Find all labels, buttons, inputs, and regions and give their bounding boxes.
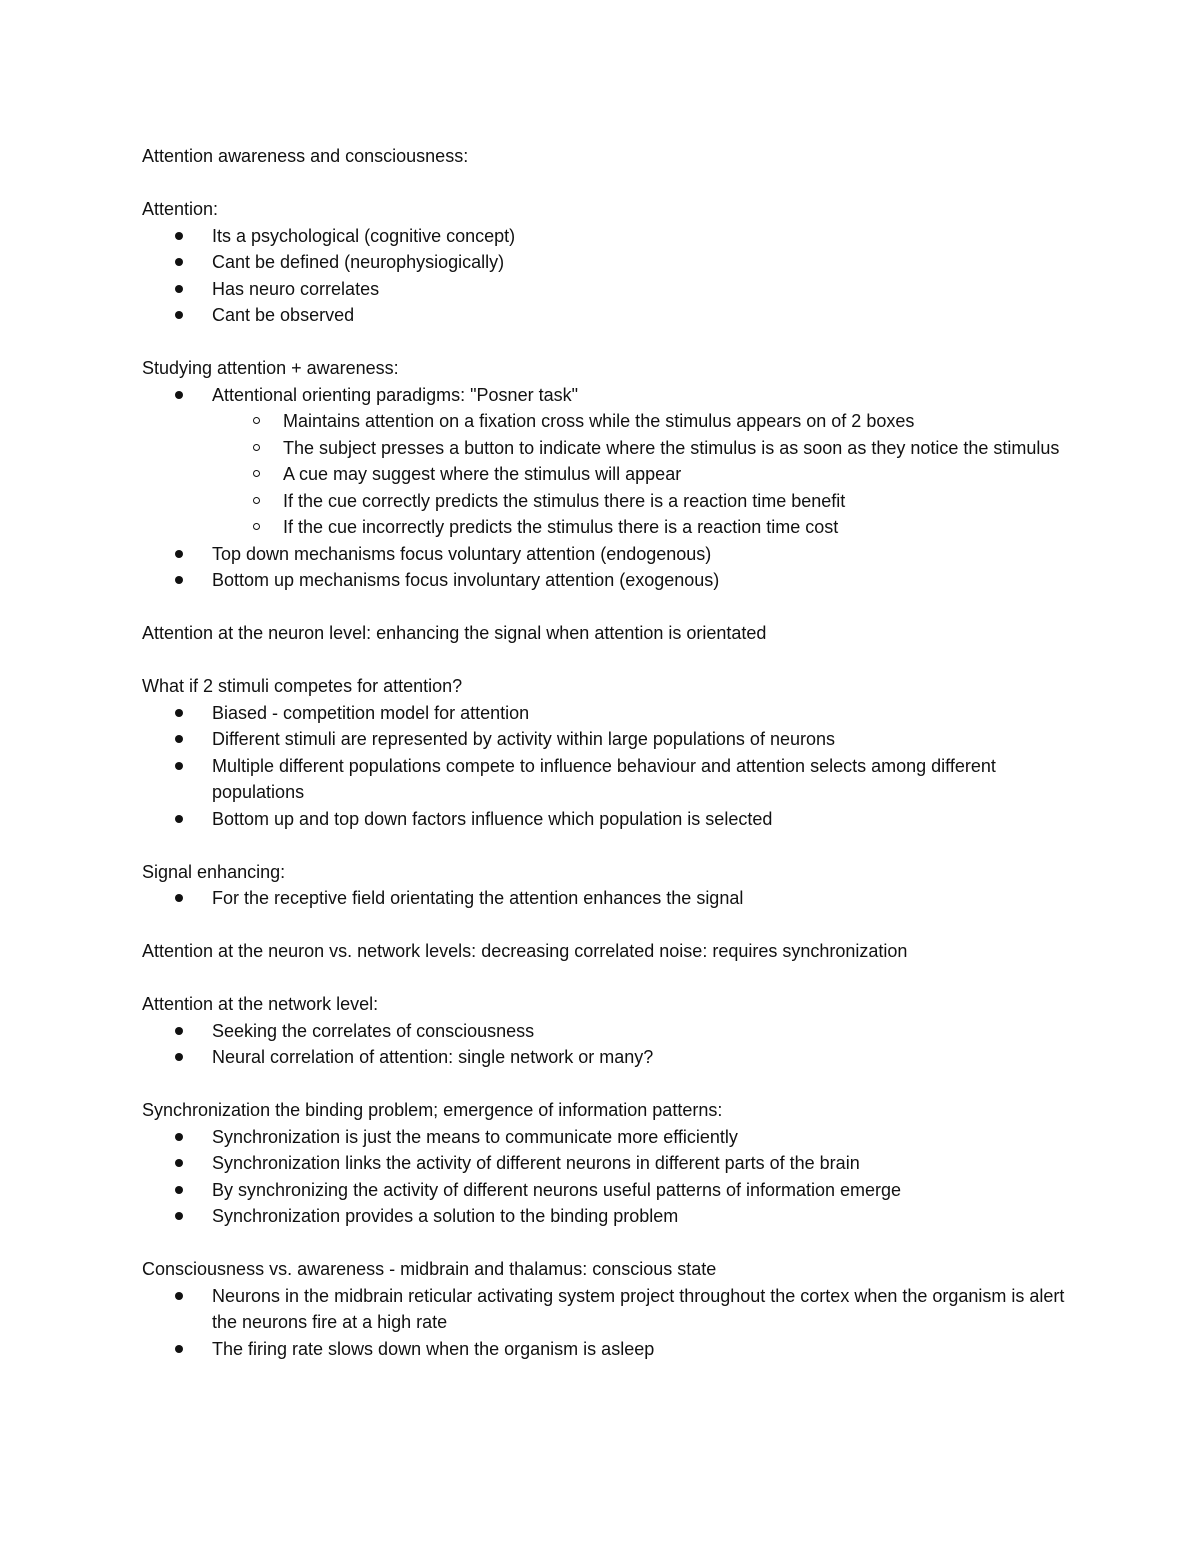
sub-list-item-text: The subject presses a button to indicate where the stimulus is as soon as they notice the stimulus <box>283 437 1060 458</box>
list-item-text: Its a psychological (cognitive concept) <box>212 225 516 246</box>
list-item <box>142 1018 1082 1045</box>
list-item-text: Has neuro correlates <box>212 278 380 299</box>
hollow-bullet-icon <box>253 444 260 451</box>
list-item-text: Cant be defined (neurophysiogically) <box>212 252 505 272</box>
bullet-icon <box>175 258 183 266</box>
sub-list-item-text: A cue may suggest where the stimulus will appear <box>283 464 682 484</box>
bullet-list <box>142 700 1082 833</box>
list-item-text: Biased - competition model for attention <box>212 702 530 723</box>
section <box>142 196 1082 329</box>
sub-bullet-list <box>212 408 1082 541</box>
list-item-text: Bottom up and top down factors influence which population is selected <box>212 808 773 829</box>
paragraph-spacer <box>142 170 1082 197</box>
paragraph-spacer <box>142 647 1082 674</box>
bullet-icon <box>175 1053 183 1061</box>
section <box>142 991 1082 1071</box>
list-item-text: Synchronization links the activity of different neurons in different parts of the brain <box>212 1153 860 1173</box>
bullet-icon <box>175 735 183 743</box>
section-heading: Studying attention + awareness: <box>142 358 399 378</box>
list-item <box>142 249 1082 276</box>
bullet-icon <box>175 285 183 293</box>
list-item <box>142 276 1082 303</box>
bullet-icon <box>175 709 183 717</box>
list-item <box>142 567 1082 594</box>
list-item <box>142 1150 1082 1177</box>
bullet-icon <box>175 1212 183 1220</box>
list-item <box>142 700 1082 727</box>
list-item <box>142 1044 1082 1071</box>
bullet-icon <box>175 1292 183 1300</box>
list-item <box>142 753 1082 806</box>
sub-list-item-text: If the cue incorrectly predicts the stimulus there is a reaction time cost <box>283 517 839 537</box>
section <box>142 673 1082 832</box>
bullet-list <box>142 223 1082 329</box>
bullet-icon <box>175 311 183 319</box>
list-item-text: Cant be observed <box>212 305 355 325</box>
bullet-icon <box>175 550 183 558</box>
paragraph-spacer <box>142 1230 1082 1257</box>
list-item <box>142 1336 1082 1363</box>
list-item <box>142 302 1082 329</box>
section-heading: Attention at the network level: <box>142 994 379 1014</box>
sub-list-item <box>142 514 1082 541</box>
list-item <box>142 806 1082 833</box>
bullet-icon <box>175 1027 183 1035</box>
list-item <box>142 223 1082 250</box>
hollow-bullet-icon <box>253 470 260 477</box>
sub-list-item <box>142 461 1082 488</box>
sub-list-item-text: Maintains attention on a fixation cross while the stimulus appears on of 2 boxes <box>283 411 915 431</box>
section-heading: What if 2 stimuli competes for attention? <box>142 676 463 696</box>
page-title: Attention awareness and consciousness: <box>142 146 469 166</box>
list-item-text: Top down mechanisms focus voluntary attention (endogenous) <box>212 543 712 564</box>
section-heading: Attention at the neuron vs. network levels: decreasing correlated noise: requires synchronization <box>142 941 908 961</box>
list-item-text: Multiple different populations compete to influence behaviour and attention selects among different populations <box>212 755 996 802</box>
document-body <box>142 143 1082 1362</box>
bullet-icon <box>175 232 183 240</box>
hollow-bullet-icon <box>253 523 260 530</box>
bullet-icon <box>175 1133 183 1141</box>
sub-list-item <box>142 408 1082 435</box>
paragraph-spacer <box>142 965 1082 992</box>
bullet-icon <box>175 1345 183 1353</box>
paragraph-spacer <box>142 594 1082 621</box>
sub-list-item <box>142 435 1082 462</box>
sub-list-container <box>142 408 1082 541</box>
bullet-icon <box>175 576 183 584</box>
sub-list-item <box>142 488 1082 515</box>
list-item-text: Neural correlation of attention: single network or many? <box>212 1047 654 1067</box>
section <box>142 355 1082 594</box>
list-item <box>142 382 1082 409</box>
bullet-list <box>142 1018 1082 1071</box>
section <box>142 1256 1082 1362</box>
list-item <box>142 1203 1082 1230</box>
list-item <box>142 541 1082 568</box>
list-item <box>142 1283 1082 1336</box>
list-item-text: For the receptive field orientating the attention enhances the signal <box>212 888 744 908</box>
bullet-list <box>142 885 1082 912</box>
paragraph-spacer <box>142 329 1082 356</box>
hollow-bullet-icon <box>253 497 260 504</box>
list-item <box>142 1124 1082 1151</box>
bullet-icon <box>175 762 183 770</box>
list-item-text: The firing rate slows down when the organism is asleep <box>212 1338 655 1359</box>
bullet-icon <box>175 815 183 823</box>
list-item <box>142 885 1082 912</box>
list-item-text: Different stimuli are represented by activity within large populations of neurons <box>212 729 835 749</box>
section <box>142 1097 1082 1230</box>
paragraph-spacer <box>142 1071 1082 1098</box>
list-item-text: Synchronization provides a solution to the binding problem <box>212 1206 679 1226</box>
bullet-icon <box>175 894 183 902</box>
list-item-text: Bottom up mechanisms focus involuntary attention (exogenous) <box>212 570 720 590</box>
section <box>142 143 1082 170</box>
list-item <box>142 726 1082 753</box>
list-item-text: Neurons in the midbrain reticular activating system project throughout the cortex when the organism is alert the neurons fire at a high rate <box>212 1285 1065 1332</box>
bullet-list <box>142 1124 1082 1230</box>
list-item-text: Seeking the correlates of consciousness <box>212 1020 535 1041</box>
section-heading: Signal enhancing: <box>142 861 286 882</box>
list-item <box>142 1177 1082 1204</box>
section-heading: Consciousness vs. awareness - midbrain and thalamus: conscious state <box>142 1259 717 1279</box>
hollow-bullet-icon <box>253 417 260 424</box>
bullet-icon <box>175 1159 183 1167</box>
list-item-text: Synchronization is just the means to communicate more efficiently <box>212 1126 738 1147</box>
section-heading: Attention: <box>142 199 219 219</box>
list-item-text: Attentional orienting paradigms: "Posner task" <box>212 384 578 405</box>
section <box>142 620 1082 647</box>
bullet-list <box>142 1283 1082 1363</box>
section-heading: Attention at the neuron level: enhancing the signal when attention is orientated <box>142 623 767 643</box>
section <box>142 859 1082 912</box>
section-heading: Synchronization the binding problem; emergence of information patterns: <box>142 1100 723 1120</box>
paragraph-spacer <box>142 912 1082 939</box>
bullet-list <box>142 382 1082 594</box>
paragraph-spacer <box>142 832 1082 859</box>
bullet-icon <box>175 391 183 399</box>
list-item-text: By synchronizing the activity of different neurons useful patterns of information emerge <box>212 1179 902 1200</box>
section <box>142 938 1082 965</box>
bullet-icon <box>175 1186 183 1194</box>
sub-list-item-text: If the cue correctly predicts the stimulus there is a reaction time benefit <box>283 490 846 511</box>
